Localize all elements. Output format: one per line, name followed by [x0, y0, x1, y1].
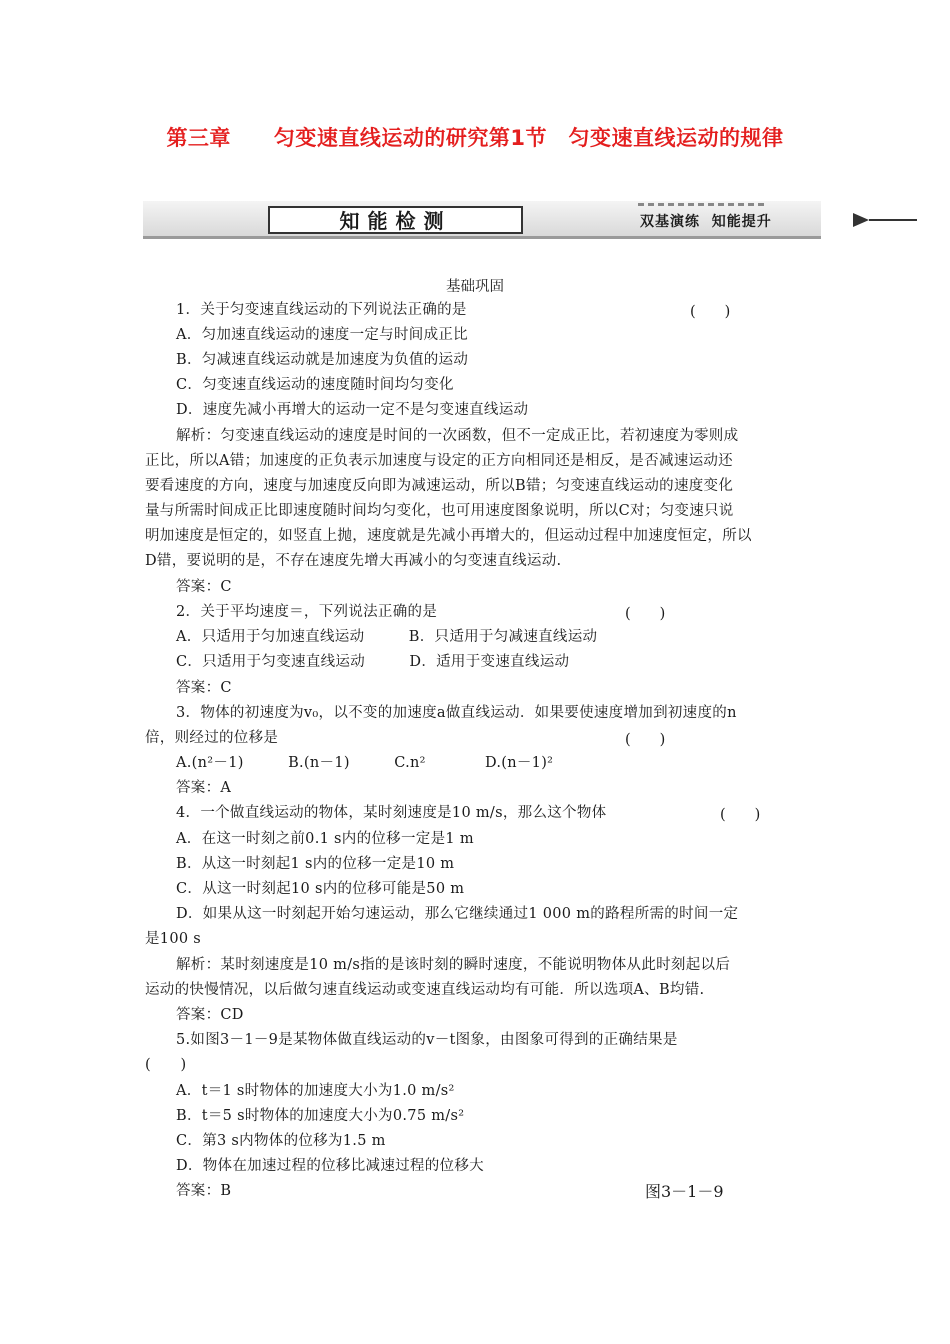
question-3: 3．物体的初速度为v₀，以不变的加速度a做直线运动．如果要使速度增加到初速度的n: [176, 705, 737, 721]
banner-tagline: 双基演练 知能提升: [640, 214, 772, 230]
option-4c: C．从这一时刻起10 s内的位移可能是50 m: [176, 881, 465, 897]
answer-paren-5: ( ): [145, 1057, 187, 1073]
option-4d: D．如果从这一时刻起开始匀速运动，那么它继续通过1 000 m的路程所需的时间一定: [176, 906, 739, 922]
section-banner: [143, 201, 821, 239]
analysis-1: D错，要说明的是，不存在速度先增大再减小的匀变速直线运动.: [145, 553, 562, 569]
analysis-1: 正比，所以A错；加速度的正负表示加速度与设定的正方向相同还是相反，是否减速运动还: [145, 453, 733, 469]
option-1d: D．速度先减小再增大的运动一定不是匀变速直线运动: [176, 402, 529, 418]
option-5a: A．t＝1 s时物体的加速度大小为1.0 m/s²: [176, 1083, 455, 1099]
option-4d-cont: 是100 s: [145, 931, 202, 947]
option-5d: D．物体在加速过程的位移比减速过程的位移大: [176, 1158, 484, 1174]
banner-label: 知能检测: [268, 206, 523, 234]
answer-5: 答案：B: [176, 1183, 232, 1199]
question-5: 5.如图3－1－9是某物体做直线运动的v－t图象，由图象可得到的正确结果是: [176, 1032, 678, 1048]
analysis-4: 运动的快慢情况，以后做匀速直线运动或变速直线运动均有可能．所以选项A、B均错.: [145, 982, 705, 998]
banner-rule: [869, 219, 917, 221]
option-5c: C．第3 s内物体的位移为1.5 m: [176, 1133, 386, 1149]
answer-paren-2: ( ): [625, 606, 666, 622]
question-1: 1．关于匀变速直线运动的下列说法正确的是: [176, 302, 467, 318]
answer-paren-1: ( ): [690, 304, 731, 320]
analysis-1: 量与所需时间成正比即速度随时间均匀变化，也可用速度图象说明，所以C对；匀变速只说: [145, 503, 734, 519]
section-title: 基础巩固: [446, 279, 504, 295]
question-2: 2．关于平均速度＝，下列说法正确的是: [176, 604, 438, 620]
options-2cd: C．只适用于匀变速直线运动 D．适用于变速直线运动: [176, 654, 570, 670]
answer-1: 答案：C: [176, 579, 232, 595]
analysis-1: 明加速度是恒定的，如竖直上抛，速度就是先减小再增大的，但运动过程中加速度恒定，所以: [145, 528, 752, 544]
figure-caption: 图3－1－9: [645, 1182, 724, 1201]
options-3: A.(n²－1) B.(n－1) C.n² D.(n－1)²: [176, 755, 554, 771]
answer-paren-3: ( ): [625, 732, 666, 748]
answer-3: 答案：A: [176, 780, 232, 796]
answer-4: 答案：CD: [176, 1007, 244, 1023]
option-5b: B．t＝5 s时物体的加速度大小为0.75 m/s²: [176, 1108, 465, 1124]
answer-2: 答案：C: [176, 680, 232, 696]
question-3-cont: 倍，则经过的位移是: [145, 730, 279, 746]
analysis-1: 解析：匀变速直线运动的速度是时间的一次函数，但不一定成正比，若初速度为零则成: [176, 428, 739, 444]
option-1a: A．匀加速直线运动的速度一定与时间成正比: [176, 327, 468, 343]
option-1c: C．匀变速直线运动的速度随时间均匀变化: [176, 377, 454, 393]
page-title: 第三章 匀变速直线运动的研究第1节 匀变速直线运动的规律: [166, 126, 784, 150]
option-1b: B．匀减速直线运动就是加速度为负值的运动: [176, 352, 469, 368]
analysis-4: 解析：某时刻速度是10 m/s指的是该时刻的瞬时速度，不能说明物体从此时刻起以后: [176, 957, 731, 973]
options-2ab: A．只适用于匀加速直线运动 B．只适用于匀减速直线运动: [176, 629, 598, 645]
option-4a: A．在这一时刻之前0.1 s内的位移一定是1 m: [176, 831, 474, 847]
banner-arrow-icon: [853, 213, 869, 227]
answer-paren-4: ( ): [720, 807, 761, 823]
option-4b: B．从这一时刻起1 s内的位移一定是10 m: [176, 856, 455, 872]
banner-dots: [638, 203, 768, 206]
question-4: 4．一个做直线运动的物体，某时刻速度是10 m/s，那么这个物体: [176, 805, 607, 821]
analysis-1: 要看速度的方向，速度与加速度反向即为减速运动，所以B错；匀变速直线运动的速度变化: [145, 478, 734, 494]
